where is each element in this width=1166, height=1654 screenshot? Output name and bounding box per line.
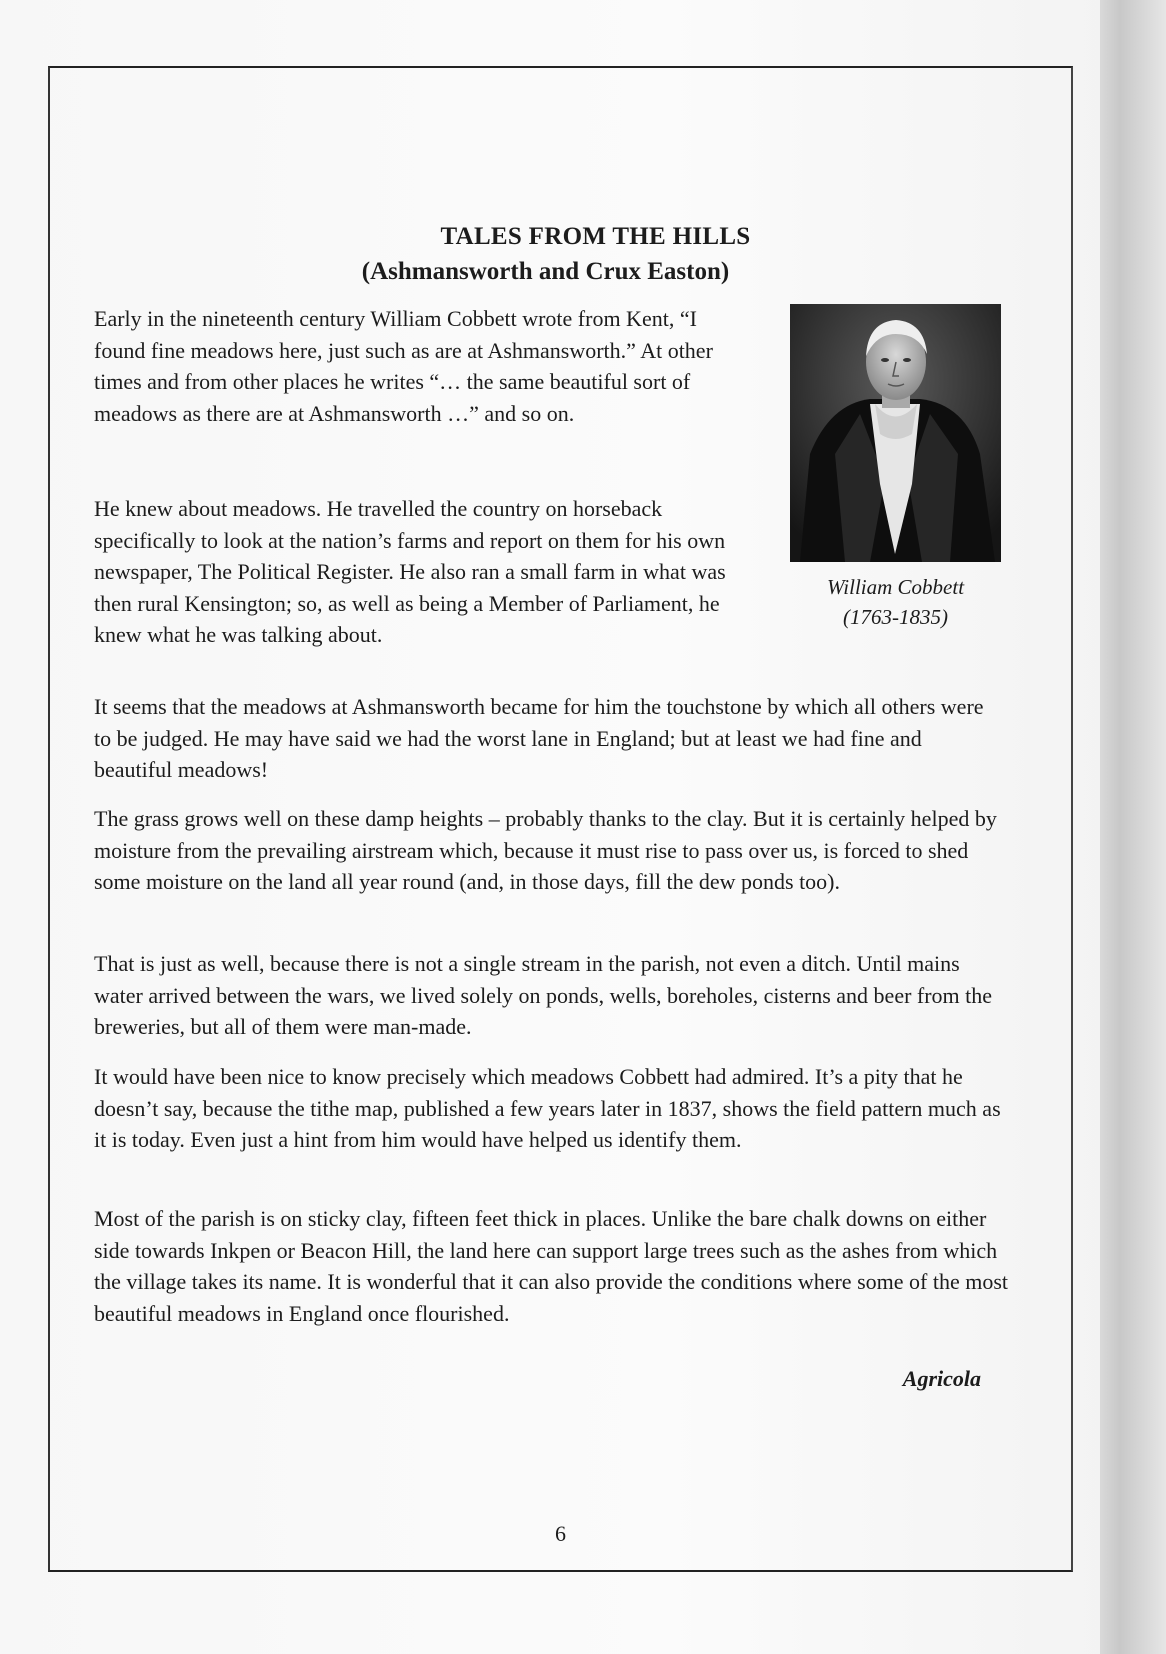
paragraph-2: He knew about meadows. He travelled the country on horseback specifically to look at the nation’s farms and report on them for his own newspaper, The Political Register. He also ran a small farm in what was then rural Kensington; so, as well as being a Member of Parliament, he knew what he was talking about. (94, 496, 726, 647)
page-frame (48, 66, 1073, 1572)
paragraph-6: It would have been nice to know precisely which meadows Cobbett had admired. It’s a pity that he doesn’t say, because the tithe map, published a few years later in 1837, shows the field pattern much as it is today. Even just a hint from him would have helped us identify them. (94, 1064, 1001, 1152)
paragraph-1: Early in the nineteenth century William Cobbett wrote from Kent, “I found fine meadows here, just such as are at Ashmansworth.” At other times and from other places he writes “… the same beautiful sort of meadows as there are at Ashmansworth …” and so on. (94, 306, 713, 426)
portrait-engraving (790, 304, 1001, 562)
page-number: 6 (555, 1521, 566, 1546)
paragraph-4: The grass grows well on these damp heights – probably thanks to the clay. But it is certainly helped by moisture from the prevailing airstream which, because it must rise to pass over us, is forced to shed some moisture on the land all year round (and, in those days, fill the dew ponds too). (94, 806, 997, 894)
author-signature: Agricola (902, 1366, 981, 1391)
paragraph-7: Most of the parish is on sticky clay, fifteen feet thick in places. Unlike the bare chalk downs on either side towards Inkpen or Beacon Hill, the land here can support large trees such as the ashes from which the village takes its name. It is wonderful that it can also provide the conditions where some of the most beautiful meadows in England once flourished. (94, 1206, 1008, 1326)
paragraph-3: It seems that the meadows at Ashmansworth became for him the touchstone by which all others were to be judged. He may have said we had the worst lane in England; but at least we had fine and beautiful meadows! (94, 694, 984, 782)
portrait-image (790, 304, 1001, 562)
portrait-caption-dates: (1763-1835) (843, 605, 948, 629)
article-subtitle: (Ashmansworth and Crux Easton) (361, 258, 730, 285)
article-title: TALES FROM THE HILLS (440, 223, 751, 250)
portrait-caption-name: William Cobbett (826, 575, 965, 599)
page-edge (1100, 0, 1166, 1654)
paragraph-5: That is just as well, because there is not a single stream in the parish, not even a ditch. Until mains water arrived between the wars, we lived solely on ponds, wells, boreholes, cisterns and beer from the breweries, but all of them were man-made. (94, 951, 993, 1039)
